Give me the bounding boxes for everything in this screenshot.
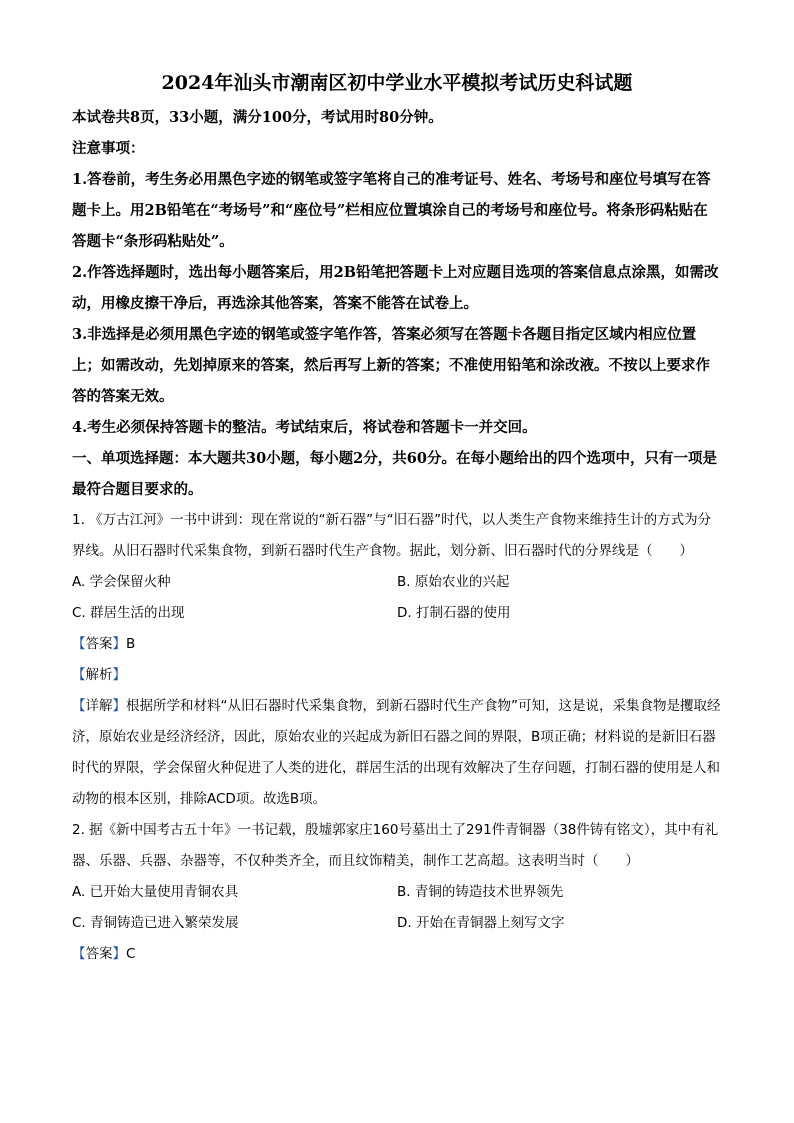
question-stem: 2. 据《新中国考古五十年》一书记载，殷墟郭家庄160号墓出土了291件青铜器（38件铸有铭文），其中有礼器、乐器、兵器、杂器等，不仅种类齐全，而且纹饰精美，制作工艺高超。这表明当时（ ） bbox=[72, 822, 719, 869]
option-c: C. 青铜铸造已进入繁荣发展 bbox=[72, 915, 239, 931]
option-d: D. 打制石器的使用 bbox=[397, 605, 511, 621]
detail-text: 根据所学和材料“从旧石器时代采集食物，到新石器时代生产食物”可知，这是说，采集食物是攫取经济，原始农业是经济经济，因此，原始农业的兴起成为新旧石器之间的界限，B项正确；材料说的是新旧石器时代的界限，学会保留火种促进了人类的进化，群居生活的出现有效解决了生存问题，打制石器的使用是人和动物的根本区别，排除ACD项。故选B项。 bbox=[72, 698, 721, 807]
answer-value: B bbox=[126, 636, 136, 652]
notice-item: 2.作答选择题时，选出每小题答案后，用2B铅笔把答题卡上对应题目选项的答案信息点涂黑，如需改动，用橡皮擦干净后，再选涂其他答案，答案不能答在试卷上。 bbox=[72, 264, 719, 312]
page-title: 2024年汕头市潮南区初中学业水平模拟考试历史科试题 bbox=[161, 72, 633, 94]
answer-line: 【答案】C bbox=[72, 946, 136, 962]
answer-label: 答案 bbox=[85, 636, 113, 652]
section-heading: 一、单项选择题：本大题共30小题，每小题2分，共60分。在每小题给出的四个选项中，只有一项是最符合题目要求的。 bbox=[72, 450, 717, 498]
option-c: C. 群居生活的出现 bbox=[72, 605, 185, 621]
exam-intro: 本试卷共8页，33小题，满分100分，考试用时80分钟。 bbox=[72, 109, 443, 126]
answer-line: 【答案】B bbox=[72, 636, 136, 652]
answer-label: 答案 bbox=[85, 946, 113, 962]
analysis-label: 解析 bbox=[85, 667, 113, 683]
notice-item: 3.非选择是必须用黑色字迹的钢笔或签字笔作答，答案必须写在答题卡各题目指定区域内相应位置上；如需改动，先划掉原来的答案，然后再写上新的答案；不准使用铅笔和涂改液。不按以上要求作答的答案无效。 bbox=[72, 326, 710, 405]
question-stem: 1. 《万古江河》一书中讲到：现在常说的“新石器”与“旧石器”时代，以人类生产食物来维持生计的方式为分界线。从旧石器时代采集食物，到新石器时代生产食物。据此，划分新、旧石器时代的分界线是（ ） bbox=[72, 512, 712, 559]
instructions bbox=[72, 102, 722, 505]
exam-page bbox=[72, 62, 722, 970]
notice-item: 4.考生必须保持答题卡的整洁。考试结束后，将试卷和答题卡一并交回。 bbox=[72, 419, 537, 436]
detail-paragraph: 【详解】根据所学和材料“从旧石器时代采集食物，到新石器时代生产食物”可知，这是说，采集食物是攫取经济，原始农业是经济经济，因此，原始农业的兴起成为新旧石器之间的界限，B项正确；材料说的是新旧石器时代的界限，学会保留火种促进了人类的进化，群居生活的出现有效解决了生存问题，打制石器的使用是人和动物的根本区别，排除ACD项。故选B项。 bbox=[72, 698, 721, 807]
notice-item: 1.答卷前，考生务必用黑色字迹的钢笔或签字笔将自己的准考证号、姓名、考场号和座位号填写在答题卡上。用2B铅笔在“考场号”和“座位号”栏相应位置填涂自己的考场号和座位号。将条形码粘贴在答题卡“条形码粘贴处”。 bbox=[72, 171, 711, 250]
option-b: B. 原始农业的兴起 bbox=[397, 574, 510, 590]
option-a: A. 学会保留火种 bbox=[72, 574, 171, 590]
notice-heading: 注意事项： bbox=[72, 140, 145, 157]
option-a: A. 已开始大量使用青铜农具 bbox=[72, 884, 239, 900]
analysis-line: 【解析】 bbox=[72, 667, 126, 683]
option-list bbox=[72, 567, 722, 629]
option-b: B. 青铜的铸造技术世界领先 bbox=[397, 884, 564, 900]
detail-label: 详解 bbox=[85, 698, 113, 714]
question-2 bbox=[72, 815, 722, 970]
option-list bbox=[72, 877, 722, 939]
question-1 bbox=[72, 505, 722, 815]
option-d: D. 开始在青铜器上刻写文字 bbox=[397, 915, 565, 931]
answer-value: C bbox=[126, 946, 136, 962]
